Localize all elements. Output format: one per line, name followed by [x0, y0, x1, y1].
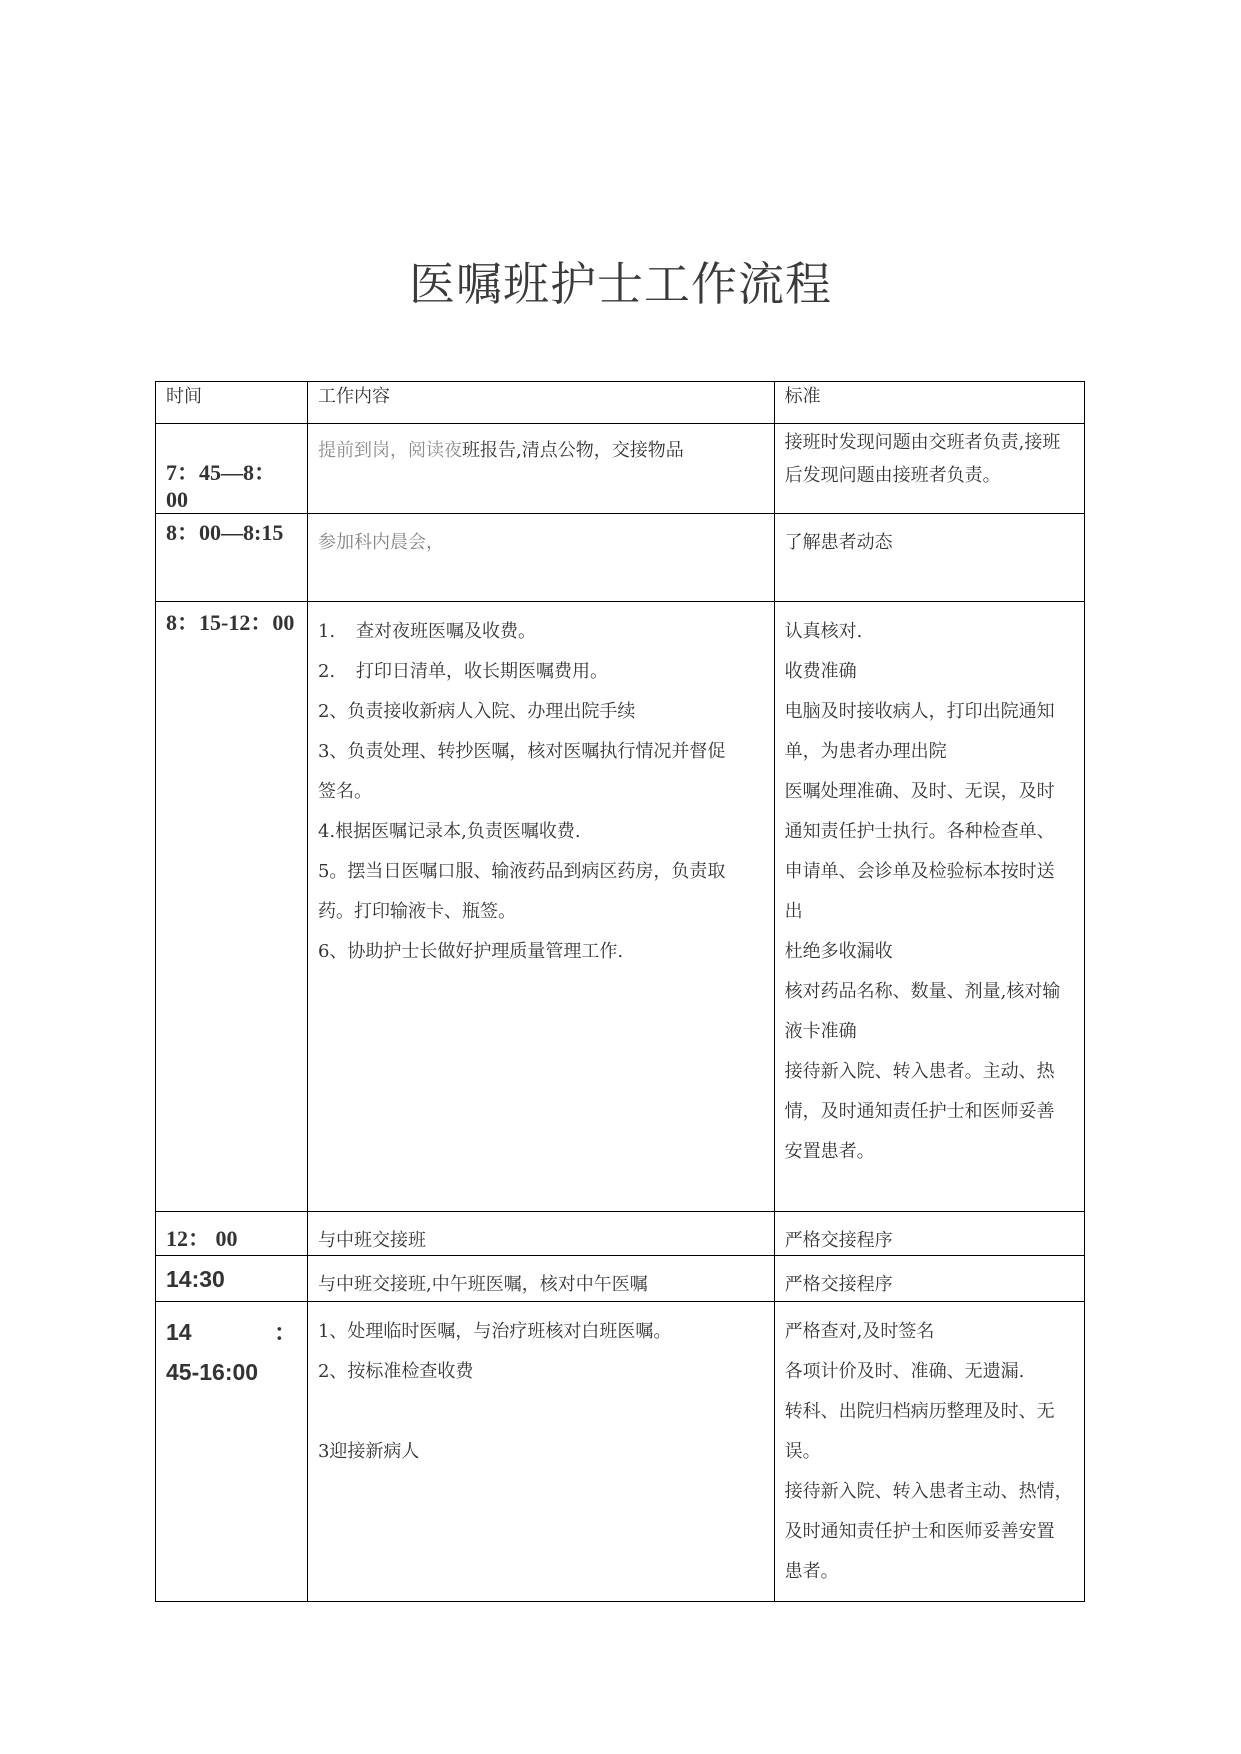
- content-line: 药。打印输液卡、瓶签。: [317, 901, 516, 922]
- standard-line: 液卡准确: [784, 1021, 857, 1042]
- standard-line: 出: [784, 901, 803, 922]
- time-part: ：: [273, 1319, 297, 1345]
- table-row: [156, 1302, 1085, 1602]
- table-header-row: [156, 382, 1085, 424]
- row-content: [307, 1212, 774, 1256]
- content-line: 2、负责接收新病人入院、办理出院手续: [317, 701, 636, 722]
- standard-line: 情，及时通知责任护士和医师妥善: [784, 1101, 1055, 1122]
- row-content: [307, 1302, 774, 1602]
- content-line: 6、协助护士长做好护理质量管理工作.: [317, 941, 624, 962]
- row-time: 8：00—8:15: [156, 514, 308, 602]
- standard-text: 了解患者动态: [784, 532, 893, 553]
- content-line: 1、处理临时医嘱，与治疗班核对白班医嘱。: [317, 1321, 672, 1342]
- standard-line: 安置患者。: [784, 1141, 875, 1162]
- row-standard: [774, 602, 1084, 1212]
- content-line: 4.根据医嘱记录本,负责医嘱收费.: [317, 821, 581, 842]
- standard-line: 电脑及时接收病人，打印出院通知: [784, 701, 1055, 722]
- standard-line: 接待新入院、转入患者主动、热情，: [784, 1481, 1073, 1502]
- workflow-table: [155, 381, 1085, 1602]
- row-content: [307, 1256, 774, 1302]
- row-time: 12： 00: [156, 1212, 308, 1256]
- header-standard: 标准: [774, 382, 1084, 424]
- standard-line: 单，为患者办理出院: [784, 741, 947, 762]
- row-content: [307, 424, 774, 514]
- content-line: 1. 查对夜班医嘱及收费。: [317, 621, 536, 642]
- row-content: [307, 602, 774, 1212]
- content-text: 与中班交接班,中午班医嘱，核对中午医嘱: [317, 1274, 648, 1295]
- table-row: [156, 424, 1085, 514]
- row-standard: [774, 1302, 1084, 1602]
- table-row: [156, 1256, 1085, 1302]
- standard-line: 杜绝多收漏收: [784, 941, 893, 962]
- standard-line: 申请单、会诊单及检验标本按时送: [784, 861, 1055, 882]
- standard-line: 医嘱处理准确、及时、无误，及时: [784, 781, 1055, 802]
- row-standard: [774, 1212, 1084, 1256]
- content-line: 2、按标准检查收费: [317, 1361, 474, 1382]
- content-line: 3、负责处理、转抄医嘱，核对医嘱执行情况并督促: [317, 741, 726, 762]
- table-row: [156, 602, 1085, 1212]
- content-line: 3迎接新病人: [317, 1441, 420, 1462]
- row-time: [156, 1302, 308, 1602]
- standard-line: 后发现问题由接班者负责。: [784, 465, 1001, 486]
- header-content: 工作内容: [307, 382, 774, 424]
- table-row: [156, 514, 1085, 602]
- document-title: 医嘱班护士工作流程: [409, 257, 832, 311]
- time-part: 14: [166, 1319, 192, 1345]
- row-content: [307, 514, 774, 602]
- standard-line: 各项计价及时、准确、无遗漏.: [784, 1361, 1025, 1382]
- standard-line: 转科、出院归档病历整理及时、无: [784, 1401, 1055, 1422]
- standard-line: 接班时发现问题由交班者负责,接班: [784, 432, 1061, 453]
- standard-line: 误。: [784, 1441, 821, 1462]
- content-line: 5。摆当日医嘱口服、输液药品到病区药房，负责取: [317, 861, 726, 882]
- row-time: 14:30: [156, 1256, 308, 1302]
- standard-line: 及时通知责任护士和医师妥善安置: [784, 1521, 1055, 1542]
- header-time: 时间: [156, 382, 308, 424]
- row-time: 7：45—8：00: [156, 424, 308, 514]
- content-text: 与中班交接班: [317, 1230, 426, 1251]
- standard-line: 接待新入院、转入患者。主动、热: [784, 1061, 1055, 1082]
- content-line: 签名。: [317, 781, 372, 802]
- standard-line: 收费准确: [784, 661, 857, 682]
- row-standard: [774, 1256, 1084, 1302]
- content-text-grey: 提前到岗，阅读夜: [317, 440, 462, 461]
- row-standard: [774, 424, 1084, 514]
- standard-line: 认真核对.: [784, 621, 863, 642]
- time-part: 45-16:00: [166, 1359, 259, 1385]
- standard-text: 严格交接程序: [784, 1274, 893, 1295]
- content-text-grey: 参加科内晨会，: [317, 532, 444, 553]
- standard-line: 核对药品名称、数量、剂量,核对输: [784, 981, 1061, 1002]
- content-line: 2. 打印日清单，收长期医嘱费用。: [317, 661, 608, 682]
- table-row: [156, 1212, 1085, 1256]
- content-text: 班报告,清点公物，交接物品: [461, 440, 684, 461]
- row-time: 8：15-12：00: [156, 602, 308, 1212]
- standard-text: 严格交接程序: [784, 1230, 893, 1251]
- standard-line: 通知责任护士执行。各种检查单、: [784, 821, 1055, 842]
- standard-line: 患者。: [784, 1561, 839, 1582]
- row-standard: [774, 514, 1084, 602]
- standard-line: 严格查对,及时签名: [784, 1321, 935, 1342]
